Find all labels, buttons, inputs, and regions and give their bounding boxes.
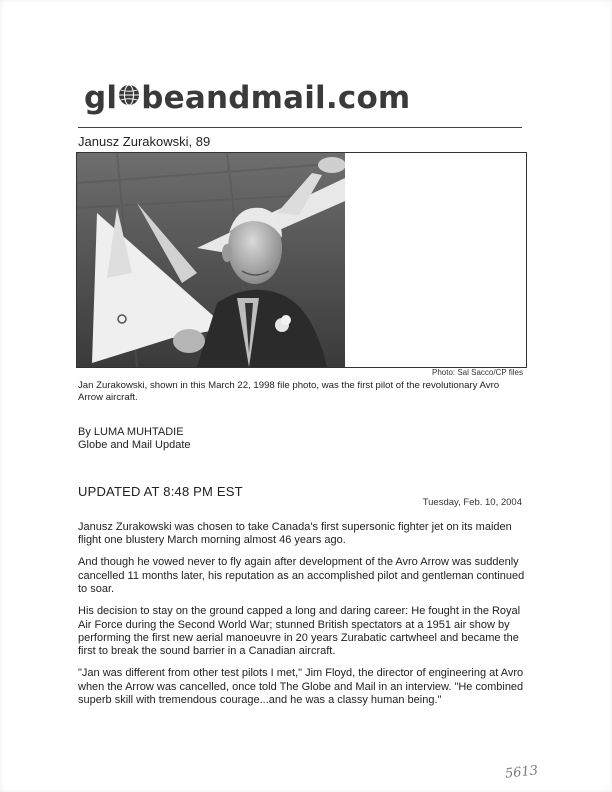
photo-caption: Jan Zurakowski, shown in this March 22, 1998 file photo, was the first pilot of the revolutionary Avro Arrow aircraft. (78, 380, 500, 403)
article-paragraph: Janusz Zurakowski was chosen to take Canada's first supersonic fighter jet on its maiden flight one blustery March morning almost 46 years ago. (78, 521, 512, 547)
article-paragraph: And though he vowed never to fly again after development of the Avro Arrow was suddenly cancelled 11 months later, his reputation as an accomplished pilot and gentleman continued to soar. (78, 556, 525, 596)
logo-prefix: gl (84, 80, 118, 116)
photo-credit: Photo: Sal Sacco/CP files (431, 368, 523, 377)
header-divider (78, 127, 522, 128)
outlet-name: Globe and Mail Update (78, 439, 191, 451)
article-paragraph: His decision to stay on the ground capped a long and daring career: He fought in the Royal Air Force during the Second World War; stunned British spectators at a 1951 air show by performing the first new aerial manoeuvre in 20 years Zurabatic cartwheel and became the first to break the sound barrier in a Canadian aircraft. (78, 605, 521, 658)
updated-time: UPDATED AT 8:48 PM EST (78, 484, 243, 499)
photo-frame (76, 152, 527, 368)
globe-icon (118, 84, 140, 106)
article-paragraph: "Jan was different from other test pilots I met," Jim Floyd, the director of engineering at Avro when the Arrow was cancelled, once told The Globe and Mail in an interview. "He combined superb skill with tremendous courage...and he was a classy human being." (78, 667, 524, 707)
article-body (78, 521, 530, 716)
byline (78, 426, 191, 452)
site-logo[interactable] (84, 80, 410, 116)
publish-date: Tuesday, Feb. 10, 2004 (422, 497, 522, 508)
page-title: Janusz Zurakowski, 89 (78, 134, 211, 149)
logo-suffix: beandmail.com (141, 80, 411, 116)
author-name: By LUMA MUHTADIE (78, 426, 184, 438)
handwritten-page-number: 5613 (504, 763, 539, 782)
portrait-photo (77, 153, 345, 367)
photo-image (77, 153, 345, 367)
